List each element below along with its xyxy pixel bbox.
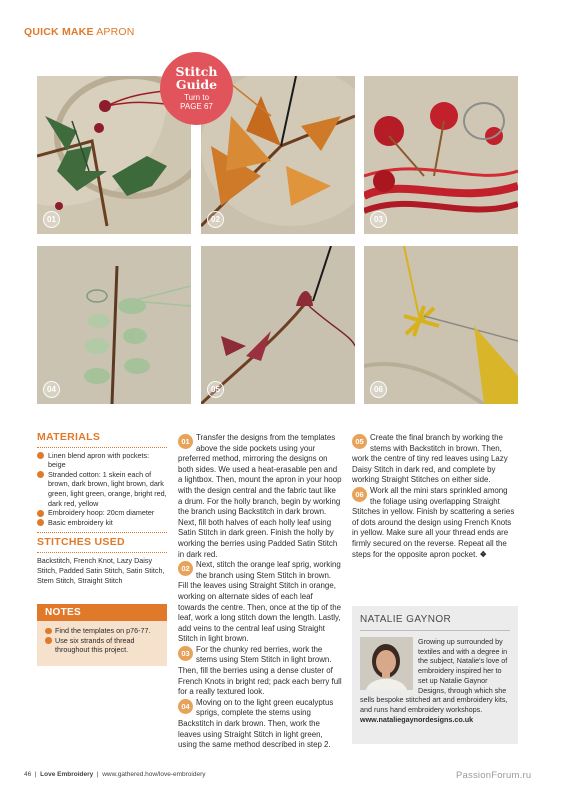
list-item: Find the templates on p76-77. <box>45 626 159 636</box>
page-title: APRON <box>96 26 135 38</box>
list-item: Basic embroidery kit <box>37 518 167 528</box>
end-mark-icon: ❖ <box>479 549 487 559</box>
magazine-name: Love Embroidery <box>40 771 94 778</box>
bio-title: NATALIE GAYNOR <box>360 614 452 625</box>
bullet-icon <box>37 510 44 517</box>
divider <box>37 532 167 533</box>
list-item: Linen blend apron with pockets: beige <box>37 451 167 470</box>
step-03 <box>178 645 342 698</box>
photo-number: 06 <box>370 381 387 398</box>
materials-column <box>37 432 167 585</box>
photo-number: 04 <box>43 381 60 398</box>
materials-list <box>37 451 167 528</box>
step-text: For the chunky red berries, work the stems using Stem Stitch in light brown. Then, fill the berries using a dense cluster of French Knots in bright red; pack each berry full for a really textured look. <box>178 644 342 697</box>
step-text: Moving on to the light green eucalyptus sprigs, complete the stems using Backstitch in dark brown. Then, work the leaves using Straight Stitch in light green, using the same method described in step 2. <box>178 697 334 750</box>
divider <box>37 552 167 553</box>
stitch-guide-badge <box>160 52 233 125</box>
badge-line: PAGE 67 <box>180 102 213 111</box>
notes-box <box>37 604 167 666</box>
step-number: 01 <box>178 434 193 449</box>
step-number: 05 <box>352 434 367 449</box>
page-header <box>24 26 135 38</box>
step-number: 06 <box>352 487 367 502</box>
photo-step-04 <box>37 246 191 404</box>
photo-number: 03 <box>370 211 387 228</box>
photo-step-05 <box>201 246 355 404</box>
divider <box>360 630 510 631</box>
steps-column-1 <box>178 433 342 751</box>
notes-title: NOTES <box>37 604 167 621</box>
bullet-icon <box>45 628 52 635</box>
step-04 <box>178 698 342 751</box>
step-05 <box>352 433 518 486</box>
bullet-icon <box>45 637 52 644</box>
step-text: Work all the mini stars sprinkled among the foliage using overlapping Straight Stitches in yellow. Finish by scattering a series of dots around the design using French Knots in yellow. Make sure all your thread ends are firmly secured on the reverse. Repeat all the steps for the opposite apron pocket. <box>352 485 515 559</box>
step-02 <box>178 560 342 645</box>
step-text: Next, stitch the orange leaf sprig, working the branch using Stem Stitch in brown. Fill the leaves using Straight Stitch in orange, working on alternate sides of each leaf towards the centre. Then, once at the tip of the leaf, work a long stitch down the length. Lastly, add veins to the central leaf using Straight Stitch in light brown. <box>178 560 342 644</box>
steps-column-2 <box>352 433 518 560</box>
notes-list <box>37 621 167 660</box>
step-number: 04 <box>178 699 193 714</box>
badge-line: Guide <box>175 77 218 92</box>
watermark-text: PassionForum.ru <box>456 770 532 781</box>
designer-portrait <box>360 637 413 690</box>
list-item: Embroidery hoop: 20cm diameter <box>37 508 167 518</box>
step-number: 02 <box>178 561 193 576</box>
photo-step-06 <box>364 246 518 404</box>
footer-web-link[interactable]: www.gathered.how/love-embroidery <box>102 771 206 778</box>
step-01 <box>178 433 342 560</box>
bio-text: Growing up surrounded by textiles and with a degree in the subject, Natalie's love of embroidery inspired her to set up Natalie Gaynor Designs, through which she sells bespoke stitched art and embroidery kits, and runs hand embroidery workshops. <box>360 637 508 714</box>
stitches-text: Backstitch, French Knot, Lazy Daisy Stitch, Padded Satin Stitch, Satin Stitch, Stem Stitch, Straight Stitch <box>37 555 165 585</box>
step-text: Transfer the designs from the templates above the side pockets using your preferred method, mirroring the designs on both sides. We used a heat-erasable pen and a lightbox. Then, mount the apron in your hoop with the design central and the fabric taut like a drum. For the holly branch, begin by working the branch using Backstitch in dark brown. Next, fill both halves of each holly leaf using Satin Stitch in dark green. Finish the holly by working the berries using Padded Satin Stitch in dark red. <box>178 433 342 559</box>
bullet-icon <box>37 452 44 459</box>
bullet-icon <box>37 519 44 526</box>
step-number: 03 <box>178 646 193 661</box>
divider <box>37 447 167 448</box>
stitches-title: STITCHES USED <box>37 536 125 549</box>
photo-number: 05 <box>207 381 224 398</box>
designer-bio <box>352 606 518 744</box>
list-item: Use six strands of thread throughout this project. <box>45 636 159 655</box>
bio-website-link[interactable]: www.nataliegaynordesigns.co.uk <box>360 714 474 724</box>
list-item: Stranded cotton: 1 skein each of brown, dark brown, light brown, dark green, light green, orange, bright red, dark red, yellow <box>37 470 167 508</box>
badge-line: Turn to <box>183 93 210 102</box>
page-number: 46 <box>24 771 32 778</box>
materials-title: MATERIALS <box>37 431 101 443</box>
bullet-icon <box>37 471 44 478</box>
page-footer: 46 | Love Embroidery | www.gathered.how/love-embroidery <box>24 771 206 778</box>
photo-number: 02 <box>207 211 224 228</box>
step-text: Create the final branch by working the stems with Backstitch in brown. Then, work the centre of tiny red leaves using Lazy Daisy Stitch in dark red, and complete by working Straight Stitches on either side. <box>352 433 508 485</box>
section-label: QUICK MAKE <box>24 26 94 38</box>
badge-line: Stitch <box>175 64 218 79</box>
photo-number: 01 <box>43 211 60 228</box>
step-06 <box>352 486 518 560</box>
photo-step-03 <box>364 76 518 234</box>
